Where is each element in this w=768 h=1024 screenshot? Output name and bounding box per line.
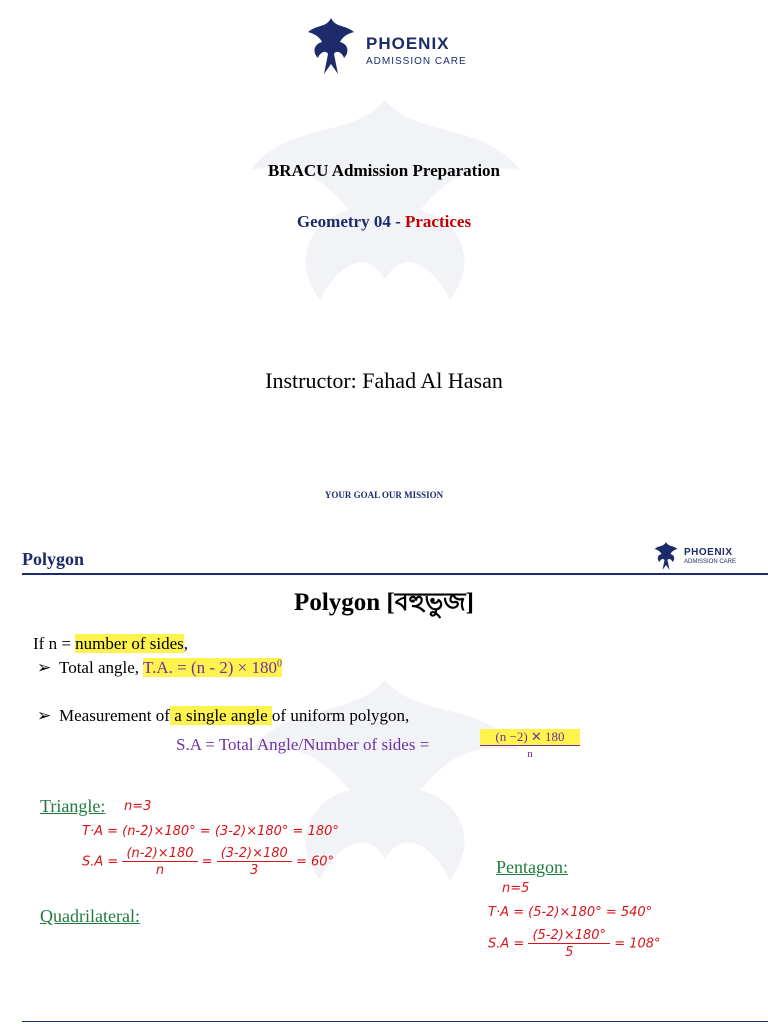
pent-sa-prefix: S.A =: [488, 936, 525, 952]
phoenix-watermark: [230, 60, 540, 360]
pentagon-total-angle: T·A = (5-2)×180° = 540°: [488, 905, 653, 920]
if-prefix: If n =: [33, 634, 76, 653]
subtitle-geometry: Geometry 04 -: [296, 212, 405, 231]
ta-formula-text: T.A. = (n - 2) × 180: [142, 658, 278, 677]
slide-heading: Polygon [বহুভুজ]: [294, 589, 474, 616]
quadrilateral-label: Quadrilateral:: [40, 906, 140, 926]
phoenix-logo-icon: [300, 14, 362, 78]
brand-name: PHOENIX: [684, 547, 733, 558]
motto: YOUR GOAL OUR MISSION: [324, 490, 444, 500]
tri-sa-result: = 60°: [295, 854, 335, 870]
triangle-n: n=3: [124, 799, 152, 814]
fraction-denominator: n: [527, 748, 533, 760]
if-suffix: ,: [183, 634, 189, 653]
tri-sa-f2-den: 3: [250, 863, 259, 878]
pent-sa-result: = 108°: [614, 936, 661, 952]
ta-formula: [143, 658, 282, 677]
cover-subtitle: [0, 212, 768, 232]
tri-sa-eq: =: [201, 854, 213, 870]
brand-logo-small: [650, 540, 768, 572]
triangle-total-angle: T·A = (n-2)×180° = (3-2)×180° = 180°: [82, 824, 339, 839]
pent-sa-den: 5: [565, 945, 574, 960]
arrow-bullet-icon: ➢: [37, 658, 52, 677]
if-highlight: number of sides: [75, 634, 184, 653]
tri-sa-f2-num: (3-2)×180: [217, 846, 292, 862]
subtitle-practices: Practices: [405, 212, 472, 231]
fraction-numerator: (n −2) ✕ 180: [480, 729, 580, 746]
pent-sa-num: (5-2)×180°: [528, 928, 610, 944]
triangle-label: Triangle:: [40, 796, 106, 816]
tri-sa-f1-num: (n-2)×180: [122, 846, 197, 862]
definition-n: [33, 634, 188, 654]
brand-name: PHOENIX: [366, 34, 450, 53]
triangle-single-angle: [82, 846, 334, 878]
tri-sa-fraction-1: [122, 846, 197, 878]
footer-divider: [22, 1021, 768, 1022]
phoenix-logo-icon: [650, 540, 682, 572]
pentagon-single-angle: [488, 928, 661, 960]
cover-title: BRACU Admission Preparation: [267, 161, 501, 180]
brand-tagline: ADMISSION CARE: [684, 559, 737, 565]
phoenix-watermark-lower: [230, 640, 540, 940]
ta-degree: 0: [277, 658, 283, 670]
single-angle-fraction: [480, 729, 580, 760]
header-divider: [22, 573, 768, 575]
brand-tagline: ADMISSION CARE: [366, 56, 467, 67]
meas-suffix: of uniform polygon,: [271, 706, 410, 725]
single-angle-formula: S.A = Total Angle/Number of sides =: [176, 735, 430, 754]
meas-highlight: a single angle: [169, 706, 272, 725]
tri-sa-f1-den: n: [155, 863, 165, 878]
pentagon-n: n=5: [502, 881, 530, 896]
section-label: Polygon: [22, 549, 85, 569]
total-angle-line: [37, 658, 282, 678]
tri-sa-fraction-2: [217, 846, 292, 878]
tri-sa-prefix: S.A =: [82, 854, 119, 870]
arrow-bullet-icon: ➢: [37, 706, 52, 725]
single-angle-line: [37, 706, 409, 726]
ta-prefix: Total angle,: [59, 658, 143, 677]
meas-prefix: Measurement of: [59, 706, 170, 725]
instructor-name: Instructor: Fahad Al Hasan: [265, 368, 503, 393]
pentagon-label: Pentagon:: [496, 857, 568, 877]
brand-logo: [300, 14, 500, 78]
pent-sa-fraction: [528, 928, 610, 960]
